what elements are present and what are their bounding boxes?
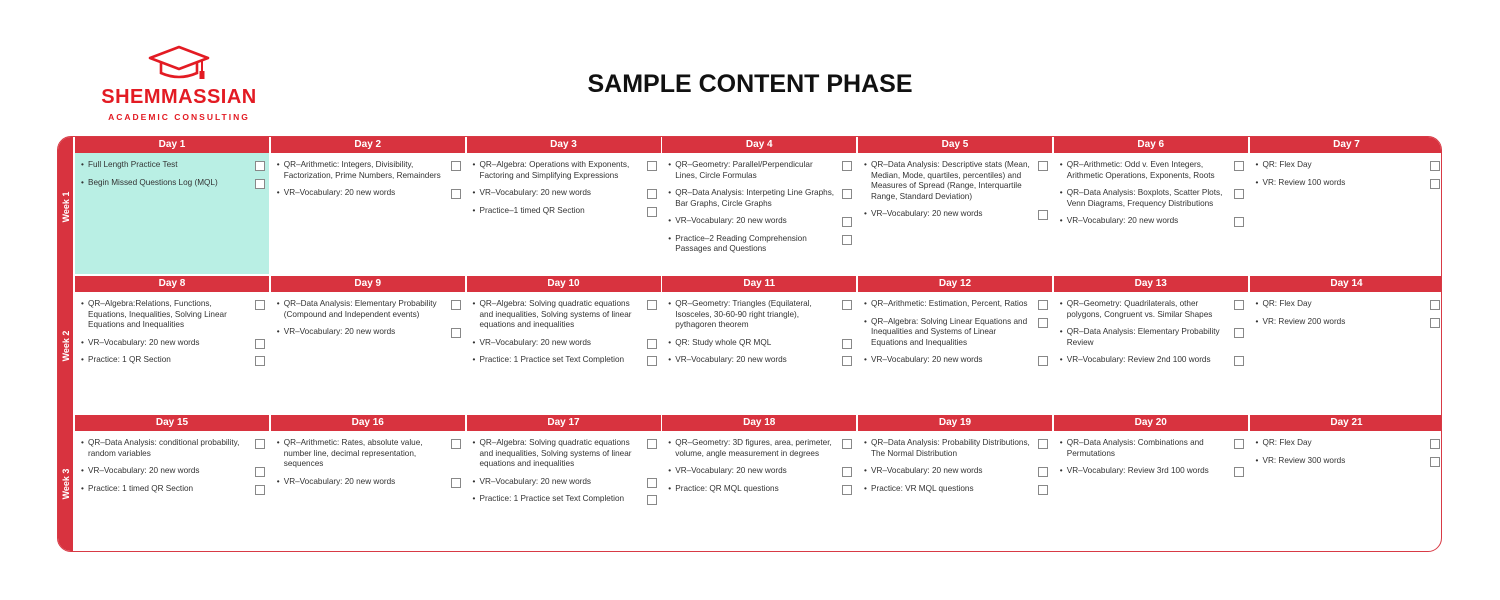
week-label-2	[58, 276, 73, 415]
task-text: QR–Data Analysis: Combinations and Permutations	[1066, 438, 1204, 458]
week-label-text: Week 2	[60, 330, 71, 361]
task-checkbox[interactable]	[255, 485, 265, 495]
task-checkbox[interactable]	[1234, 467, 1244, 477]
day-header: Day 16	[271, 415, 465, 431]
task-text: VR–Vocabulary: 20 new words	[1066, 216, 1179, 225]
task-item	[467, 331, 661, 349]
task-item	[858, 310, 1052, 349]
task-item	[1250, 153, 1443, 171]
task-text: VR–Vocabulary: 20 new words	[675, 355, 787, 364]
day-body	[1250, 431, 1443, 552]
bullet-icon: •	[864, 466, 867, 475]
day-cell	[858, 276, 1052, 413]
bullet-icon: •	[81, 438, 84, 447]
task-item	[1250, 171, 1443, 189]
day-body	[662, 292, 856, 413]
bullet-icon: •	[668, 466, 672, 475]
bullet-icon: •	[276, 327, 280, 336]
task-item	[858, 348, 1052, 366]
task-checkbox[interactable]	[1234, 189, 1244, 199]
bullet-icon: •	[1059, 160, 1063, 169]
task-text: QR–Algebra:Relations, Functions, Equations, Inequalities, Solving Linear Equations and Inequalities	[88, 299, 227, 329]
day-header: Day 2	[271, 137, 465, 153]
task-item	[271, 431, 465, 470]
shemmassian-logo	[86, 44, 272, 124]
bullet-icon: •	[668, 438, 672, 447]
week-label-1	[58, 137, 73, 276]
bullet-icon: •	[81, 483, 84, 493]
task-text: QR–Data Analysis: Elementary Probability Review	[1066, 327, 1220, 347]
task-checkbox[interactable]	[647, 189, 657, 199]
task-checkbox[interactable]	[1430, 318, 1440, 328]
bullet-icon: •	[668, 355, 672, 364]
task-checkbox[interactable]	[842, 356, 852, 366]
bullet-icon: •	[1255, 160, 1259, 169]
bullet-icon: •	[1059, 327, 1063, 336]
bullet-icon: •	[472, 494, 476, 503]
day-cell	[467, 276, 661, 413]
task-item	[271, 292, 465, 320]
day-body	[1054, 292, 1248, 413]
task-item	[662, 227, 856, 255]
task-item	[75, 153, 269, 171]
task-checkbox[interactable]	[1234, 161, 1244, 171]
task-item	[1054, 292, 1248, 320]
week-label-3	[58, 415, 73, 552]
task-text: VR–Vocabulary: 20 new words	[283, 476, 396, 486]
bullet-icon: •	[472, 476, 476, 486]
day-header: Day 1	[75, 137, 269, 153]
task-item	[467, 487, 661, 505]
day-header: Day 17	[467, 415, 661, 431]
day-body	[1250, 153, 1443, 274]
task-checkbox[interactable]	[647, 300, 657, 310]
task-item	[75, 477, 269, 495]
task-checkbox[interactable]	[1234, 356, 1244, 366]
task-item	[271, 320, 465, 338]
task-item	[662, 477, 856, 495]
task-item	[1054, 181, 1248, 209]
task-text: VR–Vocabulary: 20 new words	[479, 337, 592, 347]
task-text: VR: Review 100 words	[1262, 177, 1346, 187]
day-cell	[75, 415, 269, 552]
task-item	[467, 348, 661, 366]
bullet-icon: •	[668, 299, 672, 308]
task-item	[662, 431, 856, 459]
task-item	[75, 431, 269, 459]
task-checkbox[interactable]	[647, 207, 657, 217]
day-body	[1054, 153, 1248, 274]
task-checkbox[interactable]	[842, 439, 852, 449]
bullet-icon: •	[864, 209, 867, 218]
day-cell	[75, 137, 269, 274]
task-item	[1054, 348, 1248, 366]
bullet-icon: •	[1255, 455, 1259, 465]
bullet-icon: •	[276, 476, 280, 486]
task-text: QR–Arithmetic: Integers, Divisibility, Factorization, Prime Numbers, Remainders	[283, 160, 441, 180]
task-text: Practice: VR MQL questions	[871, 483, 974, 493]
day-header: Day 11	[662, 276, 856, 292]
day-cell	[858, 137, 1052, 274]
bullet-icon: •	[1255, 316, 1259, 326]
day-header: Day 12	[858, 276, 1052, 292]
task-checkbox[interactable]	[1234, 300, 1244, 310]
task-checkbox[interactable]	[842, 339, 852, 349]
task-text: Practice: 1 QR Section	[88, 355, 171, 364]
day-cell	[271, 276, 465, 413]
bullet-icon: •	[864, 355, 867, 364]
task-item	[271, 181, 465, 199]
bullet-icon: •	[1059, 216, 1063, 225]
task-checkbox[interactable]	[1038, 300, 1048, 310]
day-header: Day 4	[662, 137, 856, 153]
task-checkbox[interactable]	[647, 478, 657, 488]
bullet-icon: •	[1255, 177, 1259, 187]
task-item	[1054, 320, 1248, 348]
day-cell	[467, 415, 661, 552]
task-item	[75, 292, 269, 331]
task-checkbox[interactable]	[255, 179, 265, 189]
day-cell	[1054, 137, 1248, 274]
task-text: VR–Vocabulary: 20 new words	[479, 188, 592, 197]
day-header: Day 19	[858, 415, 1052, 431]
task-checkbox[interactable]	[255, 161, 265, 171]
task-text: QR–Data Analysis: Descriptive stats (Mean, Median, Mode, quartiles, percentiles) and Measures of Spread (Range, Interquartile Range, Standard Deviation)	[871, 160, 1030, 201]
bullet-icon: •	[668, 233, 672, 243]
task-text: Practice–2 Reading Comprehension Passages and Questions	[675, 233, 807, 253]
day-header: Day 9	[271, 276, 465, 292]
task-item	[662, 181, 856, 209]
task-checkbox[interactable]	[1234, 217, 1244, 227]
bullet-icon: •	[81, 177, 84, 187]
bullet-icon: •	[472, 299, 476, 308]
task-text: VR–Vocabulary: 20 new words	[283, 188, 396, 197]
bullet-icon: •	[81, 466, 84, 475]
bullet-icon: •	[1255, 438, 1259, 447]
task-item	[858, 202, 1052, 220]
task-item	[75, 331, 269, 349]
bullet-icon: •	[276, 299, 280, 308]
task-checkbox[interactable]	[1038, 485, 1048, 495]
task-text: VR: Review 200 words	[1262, 316, 1346, 326]
bullet-icon: •	[864, 483, 867, 493]
bullet-icon: •	[1059, 466, 1063, 475]
task-checkbox[interactable]	[842, 300, 852, 310]
task-text: QR: Flex Day	[1262, 438, 1312, 447]
logo-subtitle-text: ACADEMIC CONSULTING	[108, 112, 250, 122]
bullet-icon: •	[276, 188, 280, 197]
bullet-icon: •	[864, 160, 867, 169]
task-checkbox[interactable]	[1234, 328, 1244, 338]
task-text: QR–Geometry: Quadrilaterals, other polygons, Congruent vs. Similar Shapes	[1066, 299, 1213, 319]
bullet-icon: •	[668, 188, 672, 197]
bullet-icon: •	[1059, 355, 1063, 364]
day-cell	[662, 276, 856, 413]
task-text: VR–Vocabulary: 20 new words	[871, 209, 983, 218]
task-item	[662, 209, 856, 227]
day-cell	[75, 276, 269, 413]
task-item	[662, 153, 856, 181]
task-checkbox[interactable]	[1038, 356, 1048, 366]
day-header: Day 10	[467, 276, 661, 292]
day-cell	[1054, 276, 1248, 413]
task-checkbox[interactable]	[842, 189, 852, 199]
day-header: Day 20	[1054, 415, 1248, 431]
task-text: Practice: 1 Practice set Text Completion	[479, 494, 625, 503]
day-body	[467, 153, 661, 274]
task-text: QR–Arithmetic: Odd v. Even Integers, Arithmetic Operations, Exponents, Roots	[1066, 160, 1215, 180]
task-item	[1054, 431, 1248, 459]
bullet-icon: •	[668, 216, 672, 225]
task-text: QR–Geometry: Parallel/Perpendicular Lines, Circle Formulas	[675, 160, 813, 180]
task-item	[467, 292, 661, 331]
day-body	[858, 153, 1052, 274]
task-checkbox[interactable]	[255, 300, 265, 310]
day-body	[662, 431, 856, 552]
task-item	[271, 470, 465, 488]
task-item	[467, 470, 661, 488]
task-checkbox[interactable]	[1038, 467, 1048, 477]
task-text: Practice: QR MQL questions	[675, 483, 779, 493]
task-text: VR: Review 300 words	[1262, 455, 1346, 465]
task-checkbox[interactable]	[1038, 439, 1048, 449]
bullet-icon: •	[81, 299, 84, 308]
bullet-icon: •	[1059, 188, 1063, 197]
day-cell	[467, 137, 661, 274]
task-item	[858, 459, 1052, 477]
day-body	[858, 431, 1052, 552]
page-title: SAMPLE CONTENT PHASE	[587, 70, 913, 98]
day-header: Day 7	[1250, 137, 1443, 153]
task-item	[662, 459, 856, 477]
task-item	[858, 477, 1052, 495]
bullet-icon: •	[668, 160, 672, 169]
task-checkbox[interactable]	[451, 328, 461, 338]
task-text: QR–Arithmetic: Estimation, Percent, Ratios	[871, 299, 1028, 308]
task-item	[662, 348, 856, 366]
task-text: Practice: 1 Practice set Text Completion	[479, 355, 625, 364]
bullet-icon: •	[864, 316, 867, 326]
task-text: QR–Data Analysis: conditional probability, random variables	[88, 438, 240, 458]
bullet-icon: •	[472, 160, 476, 169]
task-checkbox[interactable]	[842, 217, 852, 227]
logo-brand-text: SHEMMASSIAN	[101, 86, 257, 108]
bullet-icon: •	[1255, 299, 1259, 308]
task-text: VR–Vocabulary: Review 3rd 100 words	[1066, 466, 1209, 475]
task-text: VR–Vocabulary: 20 new words	[871, 355, 983, 364]
task-checkbox[interactable]	[647, 356, 657, 366]
task-text: QR: Study whole QR MQL	[675, 337, 772, 347]
task-text: QR–Algebra: Solving quadratic equations and inequalities, Solving systems of linear equations and inequalities	[479, 299, 632, 329]
day-body	[271, 292, 465, 413]
task-text: VR–Vocabulary: 20 new words	[675, 216, 787, 225]
bullet-icon: •	[472, 355, 476, 364]
task-item	[467, 153, 661, 181]
bullet-icon: •	[472, 188, 476, 197]
day-cell	[858, 415, 1052, 552]
bullet-icon: •	[472, 337, 476, 347]
task-text: VR–Vocabulary: 20 new words	[675, 466, 787, 475]
task-checkbox[interactable]	[451, 478, 461, 488]
task-checkbox[interactable]	[255, 439, 265, 449]
task-checkbox[interactable]	[255, 467, 265, 477]
task-checkbox[interactable]	[255, 339, 265, 349]
task-item	[1054, 209, 1248, 227]
task-item	[1054, 459, 1248, 477]
task-checkbox[interactable]	[647, 339, 657, 349]
task-item	[1250, 449, 1443, 467]
bullet-icon: •	[276, 438, 280, 447]
bullet-icon: •	[81, 160, 84, 169]
task-checkbox[interactable]	[451, 161, 461, 171]
task-text: Practice: 1 timed QR Section	[88, 483, 194, 493]
day-body	[271, 153, 465, 274]
task-text: QR: Flex Day	[1262, 160, 1312, 169]
day-body	[1250, 292, 1443, 413]
bullet-icon: •	[276, 160, 280, 169]
task-checkbox[interactable]	[1430, 179, 1440, 189]
task-checkbox[interactable]	[647, 161, 657, 171]
task-checkbox[interactable]	[842, 235, 852, 245]
day-header: Day 18	[662, 415, 856, 431]
task-checkbox[interactable]	[1038, 210, 1048, 220]
task-text: VR–Vocabulary: 20 new words	[871, 466, 983, 475]
task-item	[75, 459, 269, 477]
bullet-icon: •	[81, 337, 84, 347]
task-text: QR–Geometry: Triangles (Equilateral, Isosceles, 30-60-90 right triangle), pythagoren theorem	[675, 299, 812, 329]
task-checkbox[interactable]	[1038, 318, 1048, 328]
task-item	[858, 292, 1052, 310]
day-header: Day 6	[1054, 137, 1248, 153]
day-body	[75, 292, 269, 413]
task-item	[271, 153, 465, 181]
task-checkbox[interactable]	[842, 467, 852, 477]
task-checkbox[interactable]	[842, 161, 852, 171]
task-text: QR–Algebra: Solving quadratic equations and inequalities, Solving systems of linear equations and inequalities	[479, 438, 632, 468]
task-checkbox[interactable]	[1430, 457, 1440, 467]
graduation-cap-icon	[144, 44, 214, 84]
task-text: QR–Algebra: Operations with Exponents, Factoring and Simplifying Expressions	[479, 160, 630, 180]
task-checkbox[interactable]	[1038, 161, 1048, 171]
task-checkbox[interactable]	[647, 495, 657, 505]
task-checkbox[interactable]	[255, 356, 265, 366]
task-text: Begin Missed Questions Log (MQL)	[88, 177, 218, 187]
day-cell	[271, 415, 465, 552]
day-header: Day 14	[1250, 276, 1443, 292]
bullet-icon: •	[864, 299, 867, 308]
task-checkbox[interactable]	[1234, 439, 1244, 449]
day-cell	[662, 415, 856, 552]
day-body	[271, 431, 465, 552]
bullet-icon: •	[81, 355, 84, 364]
task-item	[662, 292, 856, 331]
day-header: Day 13	[1054, 276, 1248, 292]
task-item	[75, 348, 269, 366]
day-cell	[662, 137, 856, 274]
day-body	[467, 431, 661, 552]
bullet-icon: •	[668, 483, 672, 493]
day-body	[1054, 431, 1248, 552]
week-label-text: Week 1	[60, 191, 71, 222]
task-item	[1250, 431, 1443, 449]
task-item	[858, 431, 1052, 459]
day-header: Day 5	[858, 137, 1052, 153]
day-cell	[1250, 137, 1443, 274]
task-checkbox[interactable]	[1430, 161, 1440, 171]
week-label-text: Week 3	[60, 468, 71, 500]
task-item	[858, 153, 1052, 202]
day-header: Day 15	[75, 415, 269, 431]
task-checkbox[interactable]	[451, 300, 461, 310]
task-text: VR–Vocabulary: 20 new words	[88, 337, 200, 347]
task-item	[1250, 310, 1443, 328]
task-item	[1054, 153, 1248, 181]
task-item	[1250, 292, 1443, 310]
bullet-icon: •	[1059, 299, 1063, 308]
day-header: Day 3	[467, 137, 661, 153]
day-cell	[1054, 415, 1248, 552]
task-text: VR–Vocabulary: 20 new words	[283, 327, 396, 336]
bullet-icon: •	[472, 438, 476, 447]
task-checkbox[interactable]	[647, 439, 657, 449]
day-cell	[1250, 415, 1443, 552]
task-text: VR–Vocabulary: 20 new words	[479, 476, 592, 486]
day-body	[662, 153, 856, 274]
task-text: QR–Data Analysis: Elementary Probability (Compound and Independent events)	[283, 299, 437, 319]
task-checkbox[interactable]	[1430, 300, 1440, 310]
bullet-icon: •	[864, 438, 867, 447]
day-body	[858, 292, 1052, 413]
task-text: Practice–1 timed QR Section	[479, 205, 585, 215]
task-item	[662, 331, 856, 349]
task-text: QR: Flex Day	[1262, 299, 1312, 308]
task-text: QR–Algebra: Solving Linear Equations and Inequalities and Systems of Linear Equations and Inequalities	[871, 316, 1028, 347]
task-text: VR–Vocabulary: 20 new words	[88, 466, 200, 475]
day-header: Day 21	[1250, 415, 1443, 431]
task-checkbox[interactable]	[1430, 439, 1440, 449]
task-checkbox[interactable]	[842, 485, 852, 495]
bullet-icon: •	[472, 205, 476, 215]
task-text: Full Length Practice Test	[88, 160, 178, 169]
task-text: QR–Geometry: 3D figures, area, perimeter, volume, angle measurement in degrees	[675, 438, 832, 458]
task-text: QR–Data Analysis: Boxplots, Scatter Plots, Venn Diagrams, Frequency Distributions	[1066, 188, 1223, 208]
schedule-grid	[57, 136, 1442, 552]
task-text: QR–Arithmetic: Rates, absolute value, number line, decimal representation, sequences	[283, 438, 423, 468]
day-cell	[1250, 276, 1443, 413]
task-checkbox[interactable]	[451, 439, 461, 449]
task-item	[467, 431, 661, 470]
day-cell	[271, 137, 465, 274]
day-header: Day 8	[75, 276, 269, 292]
task-checkbox[interactable]	[451, 189, 461, 199]
day-body	[75, 153, 269, 274]
day-body	[467, 292, 661, 413]
task-text: QR–Data Analysis: Probability Distributions, The Normal Distribution	[871, 438, 1030, 458]
bullet-icon: •	[668, 337, 672, 347]
task-text: QR–Data Analysis: Interpeting Line Graphs, Bar Graphs, Circle Graphs	[675, 188, 835, 208]
task-text: VR–Vocabulary: Review 2nd 100 words	[1066, 355, 1211, 364]
task-item	[467, 199, 661, 217]
task-item	[75, 171, 269, 189]
task-item	[467, 181, 661, 199]
day-body	[75, 431, 269, 552]
bullet-icon: •	[1059, 438, 1063, 447]
